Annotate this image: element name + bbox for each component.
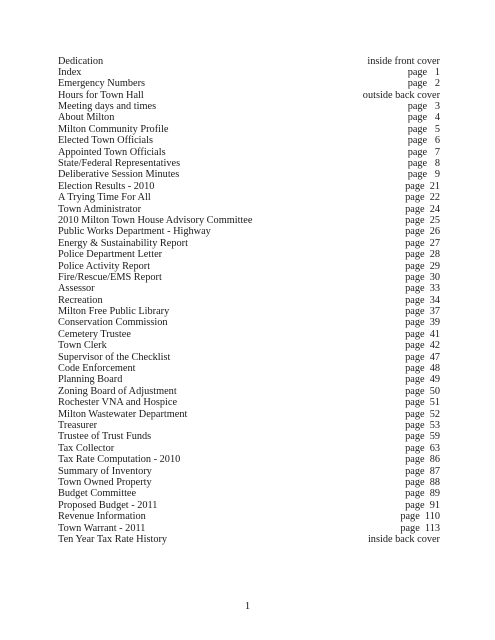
toc-entry-title: Cemetery Trustee bbox=[58, 328, 131, 340]
toc-entry bbox=[58, 78, 440, 89]
toc-entry bbox=[58, 181, 440, 192]
toc-entry bbox=[58, 272, 440, 283]
toc-entry-page: page 28 bbox=[405, 249, 440, 261]
toc-entry bbox=[58, 169, 440, 180]
toc-entry-title: Town Warrant - 2011 bbox=[58, 522, 146, 534]
toc-entry bbox=[58, 511, 440, 522]
toc-entry-page: page 88 bbox=[405, 476, 440, 488]
page-number: 1 bbox=[244, 600, 251, 612]
toc-entry-page: page 1 bbox=[407, 66, 440, 78]
toc-entry-title: Appointed Town Officials bbox=[58, 146, 166, 158]
toc-entry-title: About Milton bbox=[58, 112, 115, 124]
toc-entry-page: page 2 bbox=[407, 78, 440, 90]
toc-entry-page: page 26 bbox=[405, 226, 440, 238]
toc-entry-page: page 7 bbox=[407, 146, 440, 158]
toc-entry-page: page 34 bbox=[405, 294, 440, 306]
toc-entry bbox=[58, 67, 440, 78]
toc-entry-page: page 47 bbox=[405, 351, 440, 363]
toc-entry bbox=[58, 431, 440, 442]
toc-entry-page: page 42 bbox=[405, 340, 440, 352]
toc-entry-title: 2010 Milton Town House Advisory Committee bbox=[58, 214, 253, 226]
toc-entry bbox=[58, 283, 440, 294]
toc-entry-title: Emergency Numbers bbox=[58, 78, 146, 90]
toc-entry bbox=[58, 374, 440, 385]
toc-entry bbox=[58, 158, 440, 169]
toc-entry bbox=[58, 523, 440, 534]
toc-entry-title: Police Activity Report bbox=[58, 260, 151, 272]
toc-entry-page: page 63 bbox=[405, 442, 440, 454]
toc-entry-title: Town Administrator bbox=[58, 203, 142, 215]
toc-entry-page: page 51 bbox=[405, 397, 440, 409]
toc-entry bbox=[58, 226, 440, 237]
toc-entry-title: Index bbox=[58, 66, 82, 78]
toc-entry-title: Rochester VNA and Hospice bbox=[58, 397, 178, 409]
toc-entry-title: Energy & Sustainability Report bbox=[58, 237, 188, 249]
toc-entry bbox=[58, 238, 440, 249]
toc-entry-title: State/Federal Representatives bbox=[58, 158, 181, 170]
toc-entry-page: page 41 bbox=[405, 328, 440, 340]
toc-entry-title: Proposed Budget - 2011 bbox=[58, 499, 158, 511]
toc-entry bbox=[58, 147, 440, 158]
toc-entry-title: A Trying Time For All bbox=[58, 192, 151, 204]
toc-entry bbox=[58, 249, 440, 260]
toc-entry-title: Recreation bbox=[58, 294, 103, 306]
toc-entry-page: page 89 bbox=[405, 488, 440, 500]
toc-entry bbox=[58, 295, 440, 306]
toc-entry-title: Milton Free Public Library bbox=[58, 306, 170, 318]
toc-entry bbox=[58, 204, 440, 215]
toc-entry-page: page 37 bbox=[405, 306, 440, 318]
toc-entry-title: Ten Year Tax Rate History bbox=[58, 533, 168, 545]
toc-entry-title: Summary of Inventory bbox=[58, 465, 152, 477]
toc-entry-title: Milton Wastewater Department bbox=[58, 408, 188, 420]
toc-entry bbox=[58, 340, 440, 351]
toc-entry-page: page 110 bbox=[400, 511, 440, 523]
toc-entry-page: page 52 bbox=[405, 408, 440, 420]
toc-entry-page: page 30 bbox=[405, 271, 440, 283]
toc-entry-title: Tax Rate Computation - 2010 bbox=[58, 454, 181, 466]
toc-entry bbox=[58, 420, 440, 431]
toc-entry bbox=[58, 124, 440, 135]
toc-entry-title: Meeting days and times bbox=[58, 101, 157, 113]
table-of-contents bbox=[58, 56, 440, 546]
toc-entry-title: Assessor bbox=[58, 283, 95, 295]
toc-entry-title: Deliberative Session Minutes bbox=[58, 169, 180, 181]
toc-entry-page: page 49 bbox=[405, 374, 440, 386]
toc-entry-page: page 29 bbox=[405, 260, 440, 272]
toc-entry-page: page 4 bbox=[407, 112, 440, 124]
toc-entry-title: Code Enforcement bbox=[58, 363, 136, 375]
toc-entry-title: Trustee of Trust Funds bbox=[58, 431, 152, 443]
toc-entry-page: page 50 bbox=[405, 385, 440, 397]
toc-entry bbox=[58, 454, 440, 465]
toc-entry-page: page 86 bbox=[405, 454, 440, 466]
toc-entry bbox=[58, 363, 440, 374]
toc-entry-title: Town Clerk bbox=[58, 340, 107, 352]
toc-entry-title: Dedication bbox=[58, 55, 104, 67]
toc-entry-page: page 53 bbox=[405, 420, 440, 431]
toc-entry bbox=[58, 488, 440, 499]
toc-entry bbox=[58, 90, 440, 101]
toc-entry-page: page 27 bbox=[405, 237, 440, 249]
toc-entry-page: page 9 bbox=[407, 169, 440, 181]
toc-entry-title: Zoning Board of Adjustment bbox=[58, 385, 177, 397]
toc-entry-title: Election Results - 2010 bbox=[58, 180, 155, 192]
toc-entry-title: Fire/Rescue/EMS Report bbox=[58, 271, 162, 283]
toc-entry-title: Budget Committee bbox=[58, 488, 137, 500]
toc-entry-title: Conservation Commission bbox=[58, 317, 168, 329]
toc-entry-title: Police Department Letter bbox=[58, 249, 163, 261]
toc-entry-page: outside back cover bbox=[362, 89, 440, 101]
toc-entry-page: page 22 bbox=[405, 192, 440, 204]
toc-entry-title: Elected Town Officials bbox=[58, 135, 153, 147]
toc-entry-page: page 24 bbox=[405, 203, 440, 215]
toc-entry bbox=[58, 397, 440, 408]
toc-entry-page: page 39 bbox=[405, 317, 440, 329]
toc-entry bbox=[58, 329, 440, 340]
toc-entry-page: page 91 bbox=[405, 499, 440, 511]
toc-entry-page: page 59 bbox=[405, 431, 440, 443]
toc-entry-title: Revenue Information bbox=[58, 511, 146, 523]
toc-entry bbox=[58, 135, 440, 146]
toc-entry bbox=[58, 409, 440, 420]
toc-entry-page: page 25 bbox=[405, 214, 440, 226]
toc-entry bbox=[58, 534, 440, 545]
toc-entry bbox=[58, 500, 440, 511]
toc-entry bbox=[58, 317, 440, 328]
toc-entry-page: page 48 bbox=[405, 363, 440, 375]
toc-entry-title: Treasurer bbox=[58, 420, 98, 431]
toc-entry-title: Tax Collector bbox=[58, 442, 115, 454]
toc-entry-page: page 113 bbox=[400, 522, 440, 534]
toc-entry bbox=[58, 386, 440, 397]
toc-entry bbox=[58, 477, 440, 488]
toc-entry-page: page 6 bbox=[407, 135, 440, 147]
toc-entry-page: page 33 bbox=[405, 283, 440, 295]
toc-entry bbox=[58, 112, 440, 123]
toc-entry bbox=[58, 261, 440, 272]
toc-entry-title: Supervisor of the Checklist bbox=[58, 351, 171, 363]
toc-entry-title: Milton Community Profile bbox=[58, 123, 169, 135]
toc-entry bbox=[58, 466, 440, 477]
toc-entry-page: inside back cover bbox=[367, 533, 440, 545]
toc-entry bbox=[58, 192, 440, 203]
toc-entry-page: inside front cover bbox=[367, 55, 440, 67]
toc-entry-page: page 3 bbox=[407, 101, 440, 113]
toc-entry-page: page 87 bbox=[405, 465, 440, 477]
toc-entry bbox=[58, 352, 440, 363]
toc-entry bbox=[58, 101, 440, 112]
toc-entry bbox=[58, 215, 440, 226]
toc-entry bbox=[58, 443, 440, 454]
toc-entry-title: Town Owned Property bbox=[58, 476, 152, 488]
toc-entry-page: page 8 bbox=[407, 158, 440, 170]
toc-entry-title: Planning Board bbox=[58, 374, 123, 386]
toc-entry-page: page 5 bbox=[407, 123, 440, 135]
toc-entry bbox=[58, 306, 440, 317]
toc-entry-title: Public Works Department - Highway bbox=[58, 226, 211, 238]
toc-entry-title: Hours for Town Hall bbox=[58, 89, 144, 101]
toc-entry-page: page 21 bbox=[405, 180, 440, 192]
toc-entry bbox=[58, 56, 440, 67]
